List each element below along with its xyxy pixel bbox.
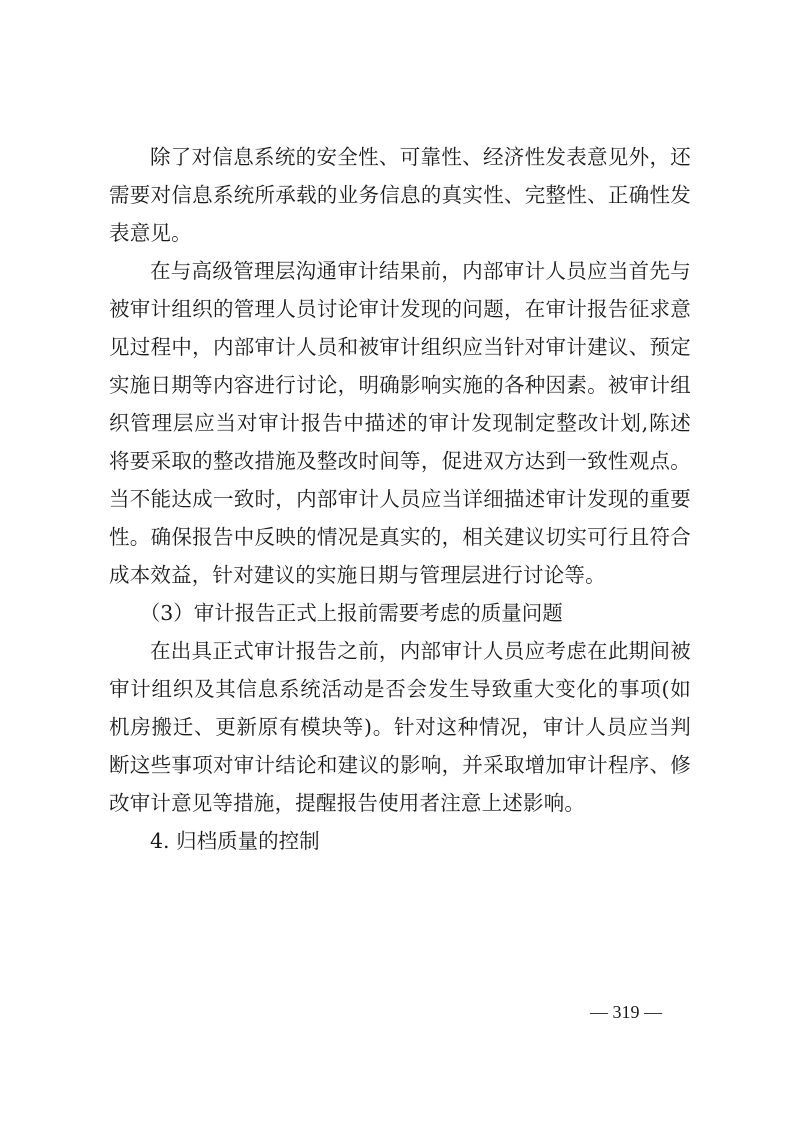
section-heading-3: （3）审计报告正式上报前需要考虑的质量问题 — [139, 601, 563, 625]
paragraph-1: 除了对信息系统的安全性、可靠性、经济性发表意见外，还需要对信息系统所承载的业务信息的真实性、完整性、正确性发表意见。 — [109, 145, 691, 245]
section-heading-4: 4. 归档质量的控制 — [150, 829, 320, 853]
paragraph-2: 在与高级管理层沟通审计结果前，内部审计人员应当首先与被审计组织的管理人员讨论审计发现的问题，在审计报告征求意见过程中，内部审计人员和被审计组织应当针对审计建议、预定实施日期等内容进行讨论，明确影响实施的各种因素。被审计组织管理层应当对审计报告中描述的审计发现制定整改计划,陈述将要采取的整改措施及整改时间等，促进双方达到一致性观点。当不能达成一致时，内部审计人员应当详细描述审计发现的重要性。确保报告中反映的情况是真实的，相关建议切实可行且符合成本效益，针对建议的实施日期与管理层进行讨论等。 — [109, 259, 691, 587]
body-text — [109, 138, 691, 860]
page-number: — 319 — — [590, 1002, 662, 1022]
paragraph-3: 在出具正式审计报告之前，内部审计人员应考虑在此期间被审计组织及其信息系统活动是否会发生导致重大变化的事项(如机房搬迁、更新原有模块等)。针对这种情况，审计人员应当判断这些事项对审计结论和建议的影响，并采取增加审计程序、修改审计意见等措施，提醒报告使用者注意上述影响。 — [109, 639, 691, 815]
